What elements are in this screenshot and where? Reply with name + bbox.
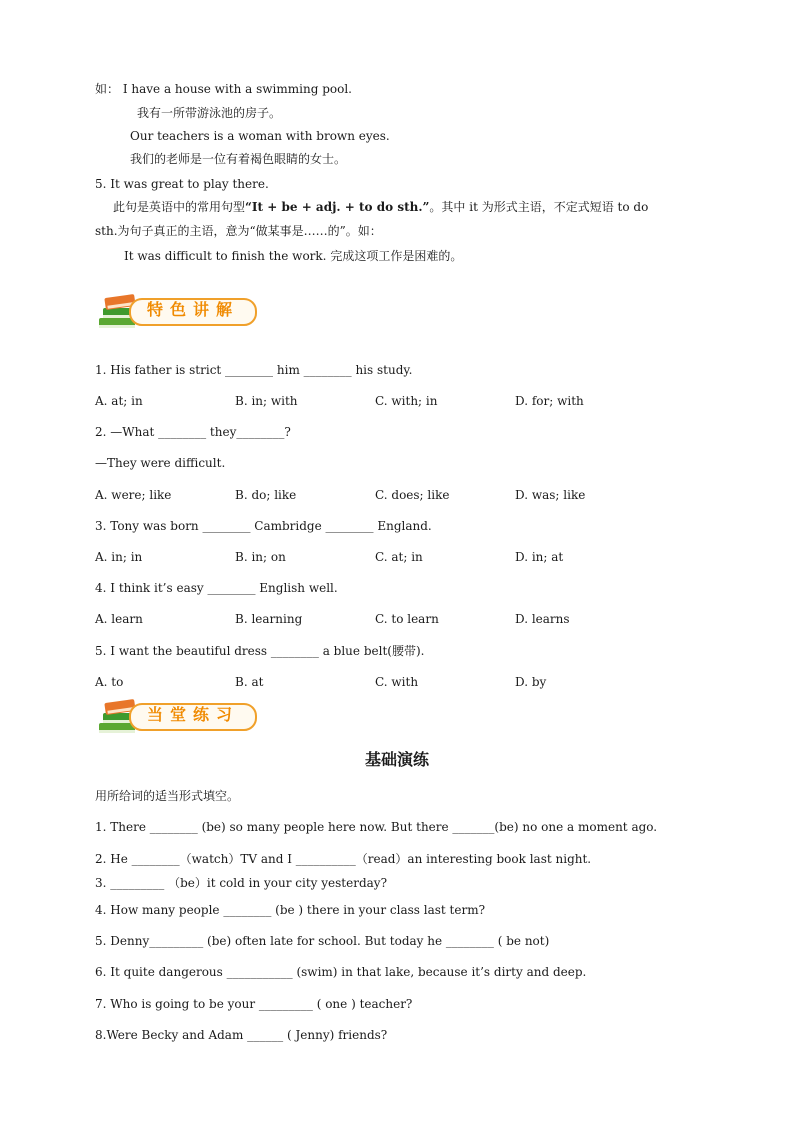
explanation-paragraph	[113, 199, 648, 215]
question-2-stem: 2. —What ________ they________?	[95, 425, 291, 439]
practice-item-8: 8.Were Becky and Adam ______ ( Jenny) friends?	[95, 1028, 388, 1042]
practice-item-7: 7. Who is going to be your _________ ( one ) teacher?	[95, 997, 413, 1011]
practice-item-4: 4. How many people ________ (be ) there in your class last term?	[95, 903, 485, 917]
practice-item-5: 5. Denny_________ (be) often late for school. But today he ________ ( be not)	[95, 934, 550, 948]
question-2-options	[95, 487, 715, 503]
example-line-1: 如： I have a house with a swimming pool.	[95, 82, 352, 96]
question-5-stem: 5. I want the beautiful dress ________ a blue belt(腰带).	[95, 644, 425, 658]
option-d: D. by	[515, 675, 547, 689]
point-5-heading: 5. It was great to play there.	[95, 177, 269, 191]
option-a: A. were; like	[95, 488, 172, 502]
option-b: B. do; like	[235, 488, 297, 502]
option-d: D. in; at	[515, 550, 564, 564]
option-b: B. at	[235, 675, 264, 689]
banner-label: 当堂练习	[147, 705, 240, 724]
option-c: C. at; in	[375, 550, 423, 564]
practice-instruction: 用所给词的适当形式填空。	[95, 789, 240, 803]
question-2-response: —They were difficult.	[95, 456, 226, 470]
option-b: B. learning	[235, 612, 303, 626]
question-4-options	[95, 611, 715, 627]
explanation-suffix: 。其中 it 为形式主语，不定式短语 to do	[429, 200, 649, 214]
option-a: A. learn	[95, 612, 143, 626]
explanation-line-2: sth.为句子真正的主语，意为“做某事是……的”。如：	[95, 224, 382, 238]
practice-item-3: 3. _________ （be）it cold in your city yesterday?	[95, 876, 388, 890]
option-a: A. in; in	[95, 550, 143, 564]
option-d: D. learns	[515, 612, 570, 626]
pattern-example: It was difficult to finish the work. 完成这项工作是困难的。	[124, 249, 463, 263]
banner-label: 特色讲解	[147, 300, 240, 319]
question-3-options	[95, 549, 715, 565]
question-3-stem: 3. Tony was born ________ Cambridge ________ England.	[95, 519, 432, 533]
example-line-2: Our teachers is a woman with brown eyes.	[130, 129, 390, 143]
example-translation-1: 我有一所带游泳池的房子。	[137, 106, 282, 120]
option-c: C. with	[375, 675, 419, 689]
practice-item-2: 2. He ________（watch）TV and I __________（read）an interesting book last night.	[95, 852, 592, 866]
section-banner-features	[95, 290, 265, 334]
option-c: C. to learn	[375, 612, 439, 626]
option-d: D. for; with	[515, 394, 584, 408]
practice-item-1: 1. There ________ (be) so many people here now. But there _______(be) no one a moment ago.	[95, 820, 658, 834]
option-b: B. in; with	[235, 394, 298, 408]
option-c: C. does; like	[375, 488, 450, 502]
option-c: C. with; in	[375, 394, 438, 408]
option-a: A. to	[95, 675, 124, 689]
question-5-options	[95, 674, 715, 690]
practice-title: 基础演练	[364, 750, 429, 769]
section-banner-practice	[95, 695, 265, 739]
practice-item-6: 6. It quite dangerous ___________ (swim) in that lake, because it’s dirty and deep.	[95, 965, 587, 979]
option-b: B. in; on	[235, 550, 286, 564]
question-4-stem: 4. I think it’s easy ________ English well.	[95, 581, 338, 595]
option-a: A. at; in	[95, 394, 143, 408]
question-1-stem: 1. His father is strict ________ him ________ his study.	[95, 363, 413, 377]
option-d: D. was; like	[515, 488, 586, 502]
example-translation-2: 我们的老师是一位有着褐色眼睛的女士。	[130, 152, 347, 166]
question-1-options	[95, 393, 715, 409]
explanation-prefix: 此句是英语中的常用句型	[113, 200, 246, 214]
sentence-pattern: “It + be + adj. + to do sth.”	[245, 200, 430, 214]
